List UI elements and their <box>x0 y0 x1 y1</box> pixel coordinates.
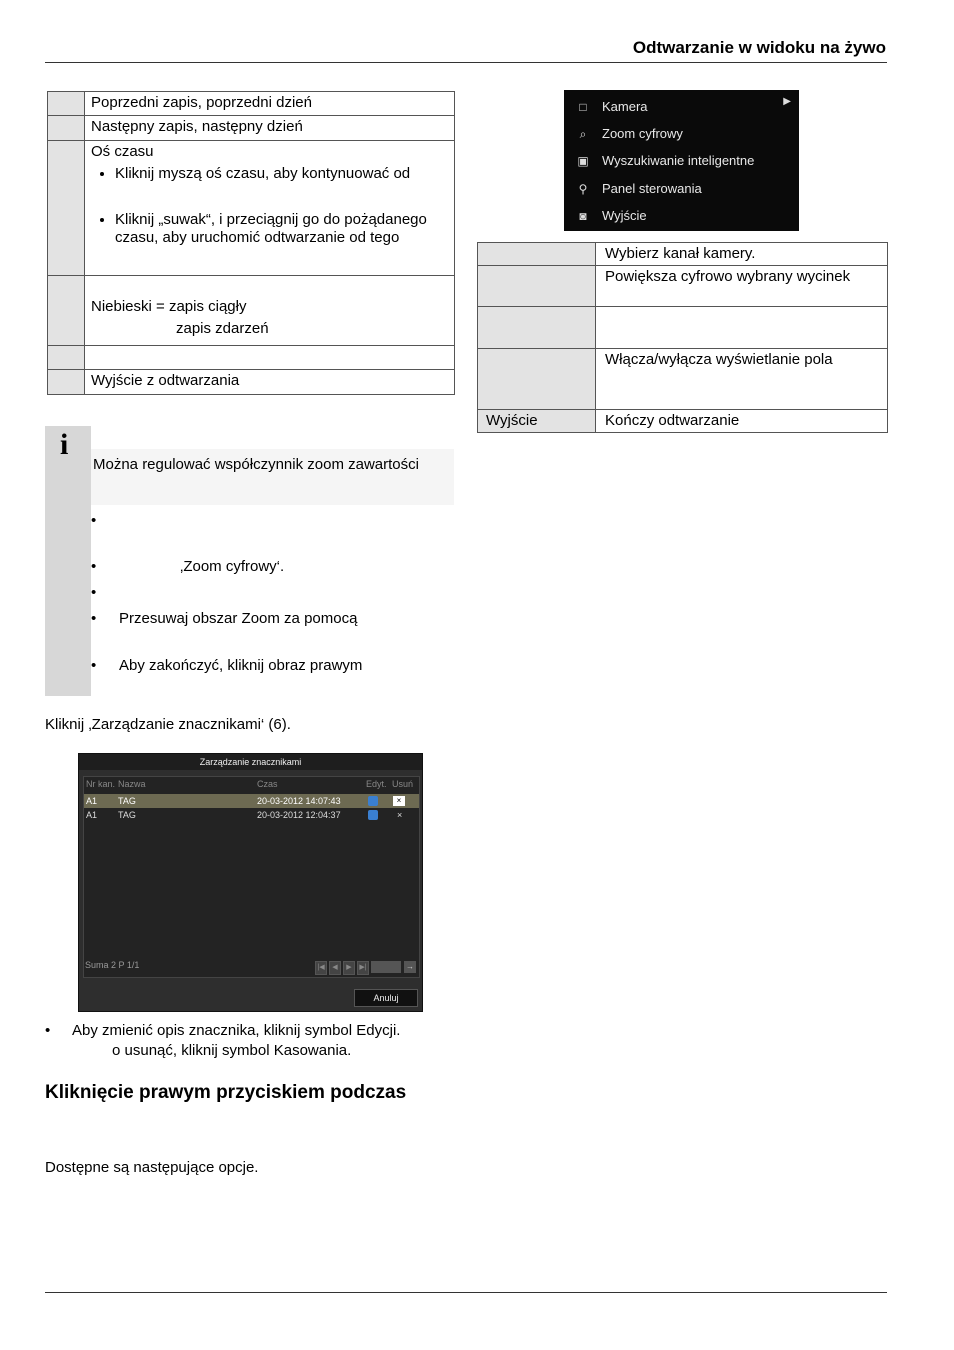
delete-instruction: o usunąć, kliknij symbol Kasowania. <box>112 1042 352 1059</box>
info-icon: i <box>60 428 69 461</box>
bullet: • <box>91 584 97 601</box>
bullet: • <box>45 1022 51 1039</box>
page-header-title: Odtwarzanie w widoku na żywo <box>632 38 886 57</box>
list-item: • Kliknij „suwak“, i przeciągnij go do pożądanego czasu, aby uruchomić odtwarzanie od tego <box>115 211 448 247</box>
table-row: Włącza/wyłącza wyświetlanie pola <box>478 349 888 410</box>
bullet: • <box>91 610 97 627</box>
bullet: • <box>91 512 97 529</box>
row-text: Następny zapis, następny dzień <box>85 116 455 141</box>
table-row <box>48 141 455 276</box>
edit-icon[interactable] <box>368 796 378 806</box>
col-name: Nazwa <box>118 779 146 789</box>
timeline-title: Oś czasu <box>91 143 154 160</box>
table-row: Powiększa cyfrowo wybrany wycinek <box>478 266 888 307</box>
list-item: Przesuwaj obszar Zoom za pomocą <box>119 610 358 627</box>
footer-rule <box>45 1292 887 1293</box>
menu-item-zoom[interactable]: ⌕ Zoom cyfrowy <box>576 124 683 144</box>
col-delete: Usuń <box>392 779 414 789</box>
legend-event: zapis zdarzeń <box>176 320 269 337</box>
edit-icon[interactable] <box>368 810 378 820</box>
table-row[interactable]: A1 TAG 20-03-2012 14:07:43 × <box>84 794 419 808</box>
camera-icon: □ <box>579 100 587 114</box>
last-page-icon[interactable]: ▶| <box>357 961 369 975</box>
table-row: Wyjście Kończy odtwarzanie <box>478 410 888 433</box>
info-intro: Można regulować współczynnik zoom zawartości <box>93 456 419 473</box>
next-page-icon[interactable]: ▶ <box>343 961 355 975</box>
delete-icon[interactable]: × <box>393 796 405 806</box>
menu-item-control-panel[interactable]: ⚲ Panel sterowania <box>576 179 702 199</box>
header-rule <box>45 62 887 63</box>
control-panel-icon: ⚲ <box>578 182 588 196</box>
delete-icon[interactable]: × <box>397 810 403 820</box>
first-page-icon[interactable]: |◀ <box>315 961 327 975</box>
section-heading: Kliknięcie prawym przyciskiem podczas <box>45 1082 407 1103</box>
menu-item-camera[interactable]: □ Kamera <box>576 97 648 117</box>
menu-item-smart-search[interactable]: ▣ Wyszukiwanie inteligentne <box>576 151 754 171</box>
tag-list-header <box>84 779 419 793</box>
instruction-text: Kliknij ‚Zarządzanie znacznikami‘ (6). <box>45 716 291 733</box>
page-input[interactable] <box>371 961 401 973</box>
table-row <box>48 116 455 141</box>
table-row: Wybierz kanał kamery. <box>478 243 888 266</box>
table-row[interactable]: A1 TAG 20-03-2012 12:04:37 × <box>86 810 403 820</box>
tag-management-dialog <box>78 753 423 1012</box>
table-row <box>48 346 455 370</box>
col-channel: Nr kan. <box>86 779 116 789</box>
image-search-icon: ▣ <box>577 154 589 168</box>
list-item: • Kliknij myszą oś czasu, aby kontynuować od <box>115 165 448 183</box>
zoom-icon: ⌕ <box>579 127 587 141</box>
options-intro: Dostępne są następujące opcje. <box>45 1159 259 1176</box>
timeline-bullets <box>91 165 448 247</box>
row-text: Wyjście z odtwarzania <box>85 370 455 395</box>
col-time: Czas <box>257 779 278 789</box>
list-item: Aby zakończyć, kliknij obraz prawym <box>119 657 363 674</box>
cancel-button[interactable]: Anuluj <box>354 989 418 1007</box>
tag-list <box>83 776 420 978</box>
col-edit: Edyt. <box>366 779 387 789</box>
table-row <box>48 276 455 346</box>
legend-blue: Niebieski = zapis ciągły <box>91 298 247 315</box>
controls-table <box>47 91 455 395</box>
submenu-arrow-icon: ▶ <box>783 96 791 107</box>
info-box-sidebar <box>45 426 91 696</box>
bullet: • <box>91 558 97 575</box>
table-row <box>478 307 888 349</box>
menu-options-table <box>477 242 888 433</box>
edit-instruction: Aby zmienić opis znacznika, kliknij symbol Edycji. <box>72 1022 401 1039</box>
bullet: • <box>91 657 97 674</box>
table-row <box>48 92 455 116</box>
pager-bar <box>83 958 418 974</box>
table-row <box>48 370 455 395</box>
pager-status: Suma 2 P 1/1 <box>85 960 140 970</box>
prev-page-icon[interactable]: ◀ <box>329 961 341 975</box>
camera-context-menu <box>564 90 799 231</box>
go-page-button[interactable]: → <box>406 962 414 971</box>
list-item: ‚Zoom cyfrowy‘. <box>180 558 285 575</box>
dialog-title: Zarządzanie znacznikami <box>79 754 422 770</box>
menu-item-exit[interactable]: ◙ Wyjście <box>576 206 647 226</box>
row-text: Poprzedni zapis, poprzedni dzień <box>85 92 455 116</box>
exit-icon: ◙ <box>579 209 587 223</box>
row-text <box>85 346 455 370</box>
